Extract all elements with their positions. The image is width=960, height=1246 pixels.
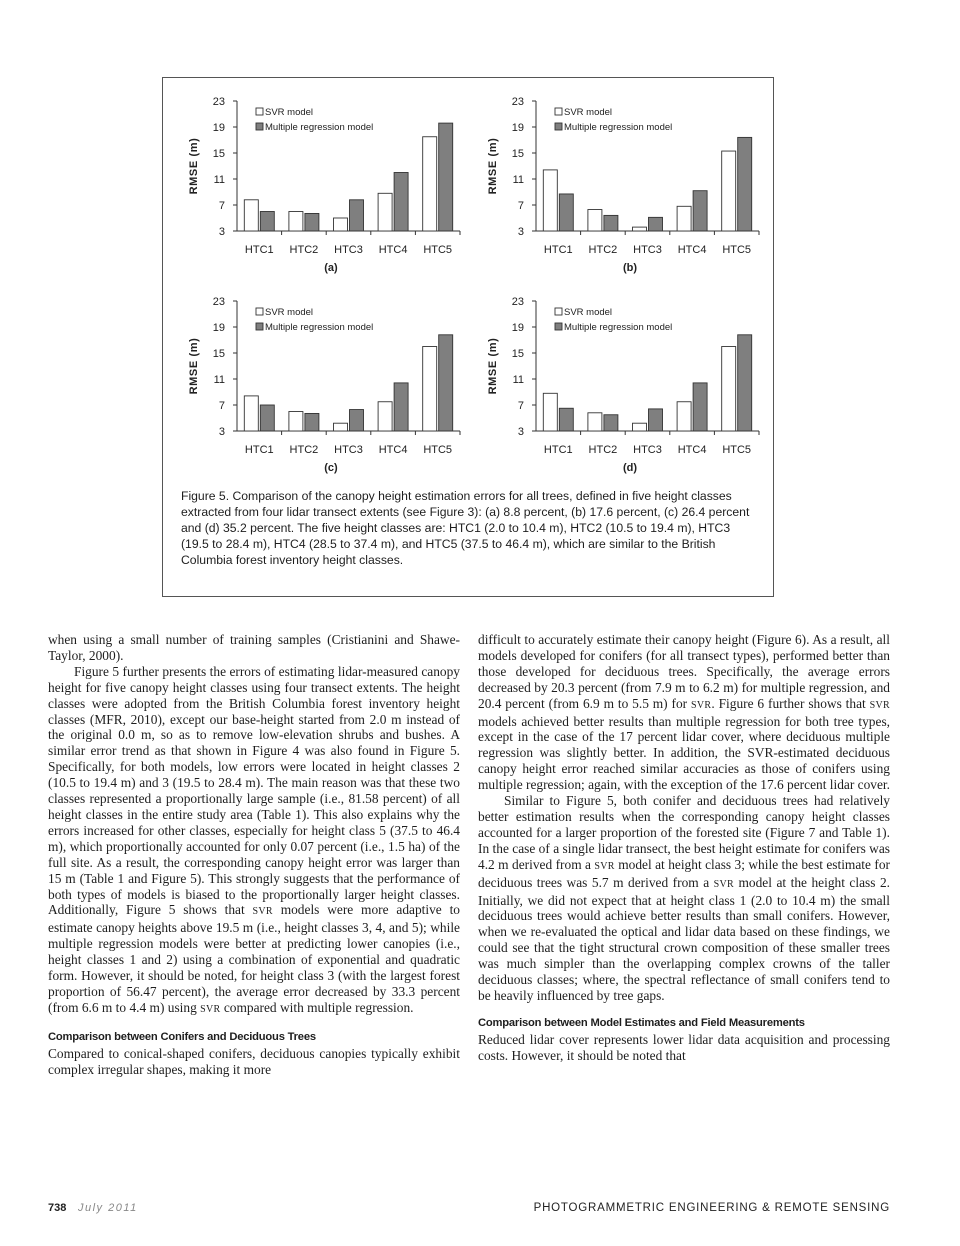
panel-label: (c) — [324, 462, 338, 474]
journal-name: PHOTOGRAMMETRIC ENGINEERING & REMOTE SENSING — [533, 1202, 890, 1214]
legend-swatch — [555, 308, 562, 315]
y-tick-label: 15 — [212, 148, 225, 160]
chart-panel-d — [474, 292, 774, 497]
y-tick-label: 19 — [212, 322, 225, 334]
x-category-label: HTC4 — [677, 244, 707, 256]
x-category-label: HTC4 — [677, 444, 707, 456]
y-axis-label: RMSE (m) — [487, 337, 499, 395]
section-heading-conifers-deciduous: Comparison between Conifers and Deciduous Trees — [48, 1030, 316, 1043]
y-tick-label: 7 — [218, 200, 225, 212]
bar-mlr — [260, 212, 274, 232]
bar-mlr — [394, 173, 408, 232]
legend-label: Multiple regression model — [564, 122, 673, 133]
bar-mlr — [394, 383, 408, 431]
svr-abbrev: SVR — [691, 699, 712, 711]
figure-5 — [162, 77, 774, 597]
right-p1a-text: difficult to accurately estimate their canopy height (Figure 6). As a result, all models developed for conifers (for all transect types), performed better than those developed for deciduous trees. Specifically, the average errors decreased by 20.3 percent (from 7.9 m to 6.2 m) for multiple regression, and 20.4 percent (from 6.9 m to 5.5 m) for — [478, 632, 890, 711]
bar-svr — [423, 347, 437, 432]
left-p2c-text: compared with multiple regression. — [220, 999, 414, 1015]
y-tick-label: 19 — [212, 122, 225, 134]
section-heading-model-field: Comparison between Model Estimates and Field Measurements — [478, 1016, 805, 1029]
bar-mlr — [305, 413, 319, 431]
chart-c-svg — [175, 292, 475, 497]
right-p2a-text: Similar to Figure 5, both conifer and deciduous trees had relatively better estimation results when the corresponding canopy height classes accounted for a larger proportion of the forested site (Figure 7 and Table 1). In the case of a single lidar transect, the best height estimate for conifers was 4.2 m derived from a — [478, 793, 890, 872]
chart-panel-c — [175, 292, 475, 497]
legend-label: SVR model — [265, 107, 314, 118]
svr-abbrev: SVR — [869, 699, 890, 711]
bar-mlr — [649, 217, 663, 231]
bar-svr — [543, 170, 557, 231]
svr-abbrev: SVR — [594, 860, 615, 872]
bar-mlr — [649, 409, 663, 431]
x-category-label: HTC5 — [722, 444, 752, 456]
left-paragraph-2 — [48, 664, 460, 1018]
page-footer — [48, 1202, 890, 1220]
right-p2b-text: model at height class 3; while the best estimate for deciduous trees was 5.7 m derived from a — [478, 856, 890, 890]
y-tick-label: 19 — [511, 322, 524, 334]
y-tick-label: 3 — [218, 226, 225, 238]
bar-svr — [378, 193, 392, 231]
bar-mlr — [439, 123, 453, 231]
svr-abbrev: SVR — [200, 1003, 221, 1015]
bar-mlr — [260, 405, 274, 431]
bar-mlr — [604, 415, 618, 431]
bar-mlr — [738, 137, 752, 231]
bar-mlr — [559, 408, 573, 431]
bar-svr — [722, 347, 736, 432]
bar-svr — [543, 393, 557, 431]
chart-d-svg — [474, 292, 774, 497]
x-category-label: HTC2 — [588, 244, 618, 256]
x-category-label: HTC2 — [289, 444, 319, 456]
panel-label: (b) — [622, 262, 638, 274]
left-p2b-text: models were more adaptive to estimate canopy heights above 19.5 m (i.e., height classes 3, 4, and 5); while multiple regression models were better at predicting lower canopies (i.e., height classes 1 and 2) using a combination of exponential and quadratic form. However, it should be noted, for height class 3 (with the largest forest proportion of 56.47 percent), the average error decreased by 33.3 percent (from 6.6 m to 4.4 m) using — [48, 902, 460, 1015]
y-tick-label: 11 — [512, 174, 524, 186]
bar-svr — [722, 151, 736, 231]
y-tick-label: 23 — [511, 96, 524, 108]
y-tick-label: 7 — [218, 400, 225, 412]
bar-svr — [677, 206, 691, 231]
chart-a-svg — [175, 92, 475, 297]
legend-swatch — [555, 123, 562, 130]
bar-mlr — [305, 213, 319, 231]
chart-b-svg — [474, 92, 774, 297]
y-tick-label: 11 — [213, 174, 225, 186]
y-tick-label: 11 — [512, 374, 524, 386]
legend-label: SVR model — [265, 307, 314, 318]
x-category-label: HTC4 — [378, 244, 408, 256]
y-tick-label: 3 — [517, 426, 524, 438]
y-axis-label: RMSE (m) — [188, 337, 200, 395]
legend-label: Multiple regression model — [265, 322, 374, 333]
y-axis-label: RMSE (m) — [188, 137, 200, 195]
x-category-label: HTC2 — [588, 444, 618, 456]
right-paragraph-3 — [478, 1032, 890, 1064]
y-axis-label: RMSE (m) — [487, 137, 499, 195]
bar-mlr — [604, 215, 618, 231]
right-p1c-text: models achieved better results than multiple regression for both tree types, except in the case of the 17 percent lidar cover, where deciduous multiple regression was slightly better. In addition, the SVR-estimated deciduous canopy height error reached similar accuracies as those of conifers using multiple regression; again, with the exception of the 17.6 percent lidar cover. — [478, 713, 891, 793]
y-tick-label: 3 — [218, 426, 225, 438]
bar-svr — [677, 402, 691, 431]
left-column — [48, 632, 460, 1077]
x-category-label: HTC3 — [633, 444, 662, 456]
y-tick-label: 23 — [212, 96, 225, 108]
bar-svr — [633, 227, 647, 231]
x-category-label: HTC1 — [244, 244, 274, 256]
figure-caption: Figure 5. Comparison of the canopy height estimation errors for all trees, defined in five height classes extracted from four lidar transect extents (see Figure 3): (a) 8.8 percent, (b) 17.6 percent, (c) 26.4 percent and (d) 35.2 percent. The five height classes are: HTC1 (2.0 to 10.4 m), HTC2 (10.5 to 19.4 m), HTC3 (19.5 to 28.4 m), HTC4 (28.5 to 37.4 m), and HTC5 (37.5 to 46.4 m), which are similar to the British Columbia forest inventory height classes. — [181, 489, 750, 567]
y-tick-label: 15 — [511, 348, 524, 360]
right-column — [478, 632, 890, 1064]
y-tick-label: 15 — [511, 148, 524, 160]
bar-svr — [588, 210, 602, 231]
issue-date: July 2011 — [78, 1202, 138, 1214]
legend-swatch — [256, 123, 263, 130]
x-category-label: HTC4 — [378, 444, 408, 456]
y-tick-label: 11 — [213, 374, 225, 386]
legend-swatch — [256, 308, 263, 315]
left-p1-text: when using a small number of training samples (Cristianini and Shawe-Taylor, 2000). — [48, 632, 460, 663]
legend-swatch — [256, 323, 263, 330]
bar-svr — [289, 412, 303, 432]
chart-panel-b — [474, 92, 774, 297]
bar-svr — [244, 200, 258, 231]
x-category-label: HTC1 — [543, 444, 573, 456]
legend-label: Multiple regression model — [265, 122, 374, 133]
x-category-label: HTC3 — [633, 244, 662, 256]
y-tick-label: 7 — [517, 200, 524, 212]
svr-abbrev: SVR — [713, 878, 734, 890]
x-category-label: HTC5 — [423, 244, 453, 256]
y-tick-label: 23 — [212, 296, 225, 308]
legend-swatch — [256, 108, 263, 115]
bar-svr — [423, 137, 437, 231]
left-paragraph-1 — [48, 632, 460, 664]
x-category-label: HTC3 — [334, 244, 363, 256]
chart-panel-a — [175, 92, 475, 297]
x-category-label: HTC1 — [244, 444, 274, 456]
x-category-label: HTC5 — [722, 244, 752, 256]
y-tick-label: 19 — [511, 122, 524, 134]
y-tick-label: 15 — [212, 348, 225, 360]
svr-abbrev: SVR — [252, 906, 273, 918]
x-category-label: HTC3 — [334, 444, 363, 456]
legend-swatch — [555, 323, 562, 330]
x-category-label: HTC1 — [543, 244, 573, 256]
x-category-label: HTC2 — [289, 244, 319, 256]
bar-svr — [289, 212, 303, 232]
left-p3-text: Compared to conical-shaped conifers, deciduous canopies typically exhibit complex irregular shapes, making it more — [48, 1045, 460, 1077]
bar-mlr — [350, 200, 364, 231]
bar-svr — [334, 423, 348, 431]
right-p1b-text: . Figure 6 further shows that — [711, 695, 870, 711]
left-p2a-text: Figure 5 further presents the errors of estimating lidar-measured canopy height for five canopy height classes using four transect extents. The height classes were adopted from the British Columbia forest inventory height classes (MFR, 2010), except our base-height started from 2.0 m instead of the original 0.0 m, so as to remove low-elevation shrubs and bushes. A similar error trend as that shown in Figure 4 was also found in Figure 5. Specifically, for both models, low errors were located in height classes 2 (10.5 to 19.4 m) and 3 (19.5 to 28.4 m). The main reason was that these two classes represented a proportionally large sample (i.e., 81.58 percent) of all height classes in the entire study area (Table 1). This also explains why the errors increased for other classes, especially for height class 5 (37.5 to 46.4 m), which proportionally accounted for only 0.07 percent (i.e., 1.5 ha) of the full site. As a result, the corresponding canopy height error was larger than 15 m (Table 1 and Figure 5). This strongly suggests that the performance of both types of models is biased to the proportionally larger height classes. Additionally, Figure 5 shows that — [48, 663, 460, 918]
y-tick-label: 3 — [517, 226, 524, 238]
legend-swatch — [555, 108, 562, 115]
bar-svr — [378, 402, 392, 431]
legend-label: SVR model — [564, 307, 613, 318]
bar-mlr — [693, 191, 707, 231]
bar-svr — [334, 218, 348, 231]
legend-label: SVR model — [564, 107, 613, 118]
right-p3-text: Reduced lidar cover represents lower lidar data acquisition and processing costs. However, it should be noted that — [478, 1031, 890, 1063]
right-p2c-text: model at the height class 2. Initially, we did not expect that at height class 1 (2.0 to 10.4 m) the small deciduous trees would achieve better results than small conifers. However, when we re-evaluated the optical and lidar data based on these findings, we could see that the tight structural crown composition of these smaller trees was much simpler than the overlapping complex crowns of the taller deciduous classes; where, the spectral reflectance of small conifers tend to be heavily influenced by tree gaps. — [478, 874, 890, 1003]
bar-mlr — [738, 335, 752, 431]
y-tick-label: 7 — [517, 400, 524, 412]
bar-svr — [244, 396, 258, 431]
x-category-label: HTC5 — [423, 444, 453, 456]
left-paragraph-3 — [48, 1046, 460, 1078]
bar-mlr — [350, 410, 364, 431]
bar-svr — [588, 413, 602, 431]
bar-svr — [633, 423, 647, 431]
legend-label: Multiple regression model — [564, 322, 673, 333]
right-paragraph-1 — [478, 632, 890, 793]
y-tick-label: 23 — [511, 296, 524, 308]
bar-mlr — [559, 194, 573, 231]
page-number: 738 — [48, 1202, 67, 1214]
panel-label: (a) — [324, 262, 338, 274]
bar-mlr — [439, 335, 453, 431]
panel-label: (d) — [622, 462, 638, 474]
right-paragraph-2 — [478, 793, 890, 1004]
bar-mlr — [693, 383, 707, 431]
